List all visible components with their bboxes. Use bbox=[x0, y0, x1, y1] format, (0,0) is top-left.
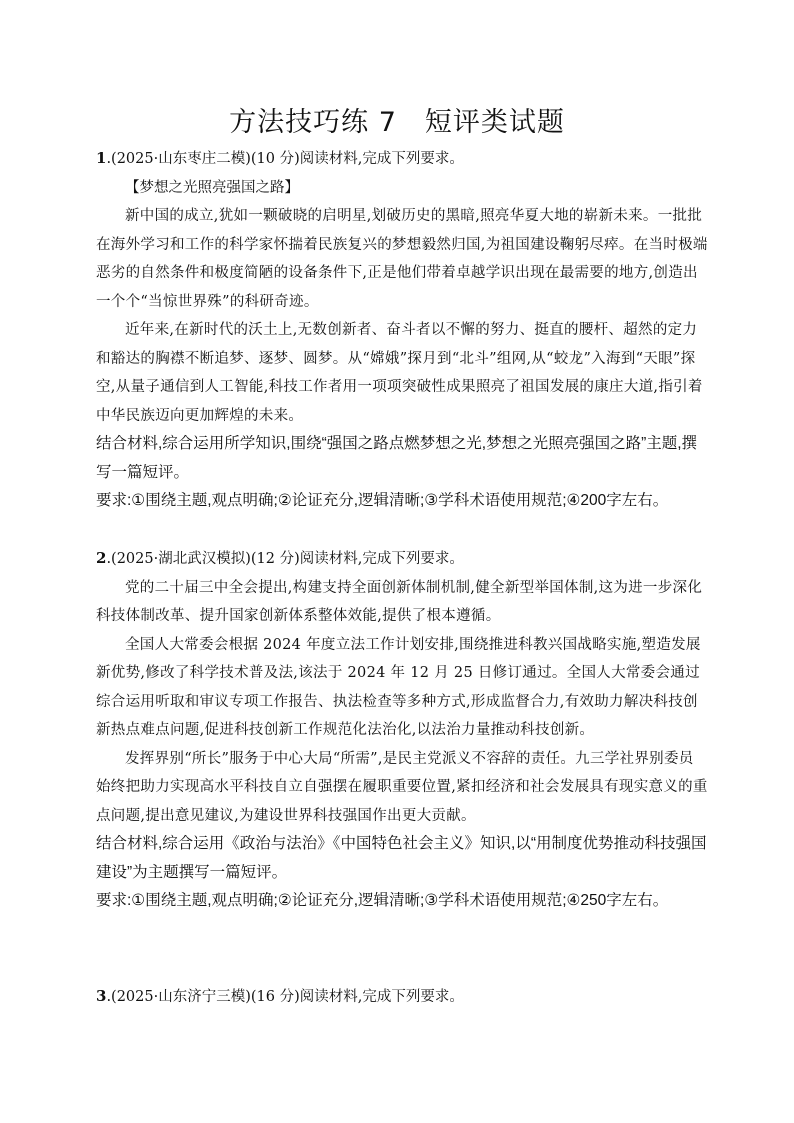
question-requirement: 要求:①围绕主题,观点明确;②论证充分,逻辑清晰;③学科术语使用规范;④250字左右。 bbox=[96, 892, 669, 909]
question-3 bbox=[96, 982, 708, 1012]
question-requirement: 要求:①围绕主题,观点明确;②论证充分,逻辑清晰;③学科术语使用规范;④200字左右。 bbox=[96, 492, 669, 509]
question-task: 结合材料,综合运用《政治与法治》《中国特色社会主义》知识,以“用制度优势推动科技强国建设”为主题撰写一篇短评。 bbox=[96, 835, 707, 881]
question-number: 1 bbox=[96, 149, 107, 167]
question-number: 2 bbox=[96, 549, 107, 567]
question-header bbox=[96, 544, 708, 574]
material-paragraph: 发挥界别“所长”服务于中心大局“所需”,是民主党派义不容辞的责任。九三学社界别委员始终把助力实现高水平科技自立自强摆在履职重要位置,紧扣经济和社会发展具有现实意义的重点问题,提出意见建议,为建设世界科技强国作出更大贡献。 bbox=[96, 750, 708, 824]
material-title: 【梦想之光照亮强国之路】 bbox=[125, 179, 299, 196]
question-number: 3 bbox=[96, 987, 107, 1005]
question-2 bbox=[96, 544, 708, 916]
question-1 bbox=[96, 144, 708, 516]
material-paragraph: 近年来,在新时代的沃土上,无数创新者、奋斗者以不懈的努力、挺直的腰杆、超然的定力和豁达的胸襟不断追梦、逐梦、圆梦。从“嫦娥”探月到“北斗”组网,从“蛟龙”入海到“天眼”探空,从量子通信到人工智能,科技工作者用一项项突破性成果照亮了祖国发展的康庄大道,指引着中华民族迈向更加辉煌的未来。 bbox=[96, 322, 703, 424]
question-task: 结合材料,综合运用所学知识,围绕“强国之路点燃梦想之光,梦想之光照亮强国之路”主题,撰写一篇短评。 bbox=[96, 435, 698, 481]
question-source: .(2025·湖北武汉模拟)(12 分)阅读材料,完成下列要求。 bbox=[106, 551, 464, 567]
material-paragraph: 全国人大常委会根据 2024 年度立法工作计划安排,围绕推进科教兴国战略实施,塑造发展新优势,修改了科学技术普及法,该法于 2024 年 12 月 25 日修订通过。全国人大常委会通过综合运用听取和审议专项工作报告、执法检查等多种方式,形成监督合力,有效助力解决科技创新热点难点问题,促进科技创新工作规范化法治化,以法治力量推动科技创新。 bbox=[96, 636, 701, 738]
material-paragraph: 党的二十届三中全会提出,构建支持全面创新体制机制,健全新型举国体制,这为进一步深化科技体制改革、提升国家创新体系整体效能,提供了根本遵循。 bbox=[96, 579, 703, 624]
material-paragraph: 新中国的成立,犹如一颗破晓的启明星,划破历史的黑暗,照亮华夏大地的崭新未来。一批批在海外学习和工作的科学家怀揣着民族复兴的梦想毅然归国,为祖国建设鞠躬尽瘁。在当时极端恶劣的自然条件和极度简陋的设备条件下,正是他们带着卓越学识出现在最需要的地方,创造出一个个“当惊世界殊”的科研奇迹。 bbox=[96, 208, 708, 310]
question-header bbox=[96, 982, 708, 1012]
question-source: .(2025·山东枣庄二模)(10 分)阅读材料,完成下列要求。 bbox=[106, 151, 464, 167]
page-title: 方法技巧练 7 短评类试题 bbox=[229, 107, 565, 138]
question-header bbox=[96, 144, 708, 174]
question-source: .(2025·山东济宁三模)(16 分)阅读材料,完成下列要求。 bbox=[106, 989, 464, 1005]
